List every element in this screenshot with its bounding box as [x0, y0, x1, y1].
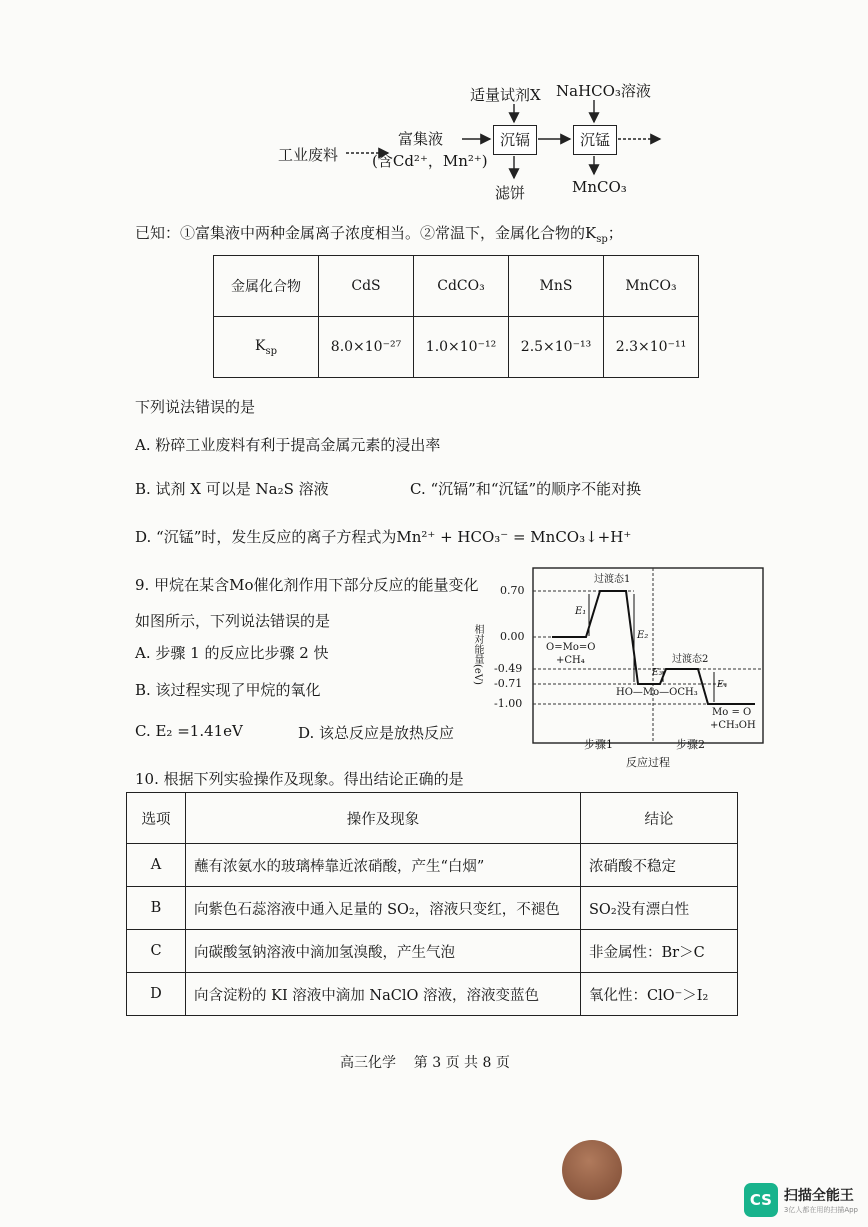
known-conditions: 已知：①富集液中两种金属离子浓度相当。②常温下，金属化合物的$K_{sp}$； [135, 224, 623, 245]
waste-label: 工业废料 [278, 146, 339, 164]
enriched-label: 富集液 [398, 130, 444, 148]
mn-precipitation-box: 沉锰 [573, 125, 617, 155]
species-intermediate: HO—Mo—OCH₃ [616, 687, 698, 698]
flow-arrows [0, 0, 868, 210]
reagent-x-label: 适量试剂X [470, 86, 541, 104]
ksp-header-cell: CdCO₃ [414, 256, 509, 317]
q8-option-a: A. 粉碎工业废料有利于提高金属元素的浸出率 [135, 436, 441, 454]
mnco3-label: MnCO₃ [572, 178, 627, 196]
e1-label: E₁ [575, 606, 587, 617]
nahco3-label: NaHCO₃溶液 [556, 82, 651, 100]
ksp-header-cell: CdS [319, 256, 414, 317]
exp-operation: 向含淀粉的 KI 溶液中滴加 NaClO 溶液，溶液变蓝色 [186, 973, 581, 1016]
exp-option: D [127, 973, 186, 1016]
energy-tick-049: -0.49 [494, 662, 523, 675]
filter-cake-label: 滤饼 [495, 184, 526, 202]
q8-option-c: C. “沉镉”和“沉锰”的顺序不能对换 [410, 480, 642, 498]
ksp-value-cell: 2.3×10⁻¹¹ [604, 317, 699, 378]
ksp-header-cell: MnS [509, 256, 604, 317]
exp-row-d [127, 973, 738, 1016]
ksp-value-cell: 8.0×10⁻²⁷ [319, 317, 414, 378]
exp-header-row [127, 793, 738, 844]
watermark-text [784, 1185, 858, 1215]
exp-operation: 向紫色石蕊溶液中通入足量的 SO₂，溶液只变红，不褪色 [186, 887, 581, 930]
q9-option-a: A. 步骤 1 的反应比步骤 2 快 [135, 644, 329, 662]
e3-label: E₃ [652, 668, 663, 678]
step2-label: 步骤2 [676, 738, 705, 751]
exp-option: B [127, 887, 186, 930]
cd-precipitation-box: 沉镉 [493, 125, 537, 155]
experiment-table [126, 792, 738, 1016]
q9-option-d: D. 该总反应是放热反应 [298, 724, 455, 742]
thumb-photo [562, 1140, 622, 1200]
watermark-subtitle: 3亿人都在用的扫描App [783, 1206, 858, 1214]
flow-diagram [0, 0, 868, 210]
ksp-table [213, 255, 699, 378]
species-product: Mo = O [712, 707, 752, 718]
step1-label: 步骤1 [584, 738, 613, 751]
ts1-label: 过渡态1 [594, 574, 631, 585]
exp-conclusion: 非金属性：Br＞C [581, 930, 738, 973]
ksp-value-cell: 1.0×10⁻¹² [414, 317, 509, 378]
e2-label: E₂ [637, 630, 649, 641]
q9-stem-line2: 如图所示，下列说法错误的是 [135, 612, 331, 630]
page-footer: 高三化学 第 3 页 共 8 页 [340, 1055, 510, 1071]
ksp-header-cell: 金属化合物 [214, 256, 319, 317]
exp-header-cell: 结论 [581, 793, 738, 844]
exp-conclusion: 浓硝酸不稳定 [581, 844, 738, 887]
watermark-title: 扫描全能王 [783, 1188, 854, 1204]
q10-stem: 10. 根据下列实验操作及现象。得出结论正确的是 [135, 770, 464, 788]
enriched-note: (含Cd²⁺，Mn²⁺) [372, 152, 488, 170]
species-reactant: O=Mo=O [546, 642, 596, 653]
exp-option: A [127, 844, 186, 887]
energy-ylabel: 相对能量(eV) [472, 624, 483, 685]
exp-operation: 蘸有浓氨水的玻璃棒靠近浓硝酸，产生“白烟” [186, 844, 581, 887]
q9-stem-line1: 9. 甲烷在某含Mo催化剂作用下部分反应的能量变化 [135, 576, 479, 594]
exp-operation: 向碳酸氢钠溶液中滴加氢溴酸，产生气泡 [186, 930, 581, 973]
energy-tick-071: -0.71 [494, 677, 523, 690]
q9-option-c: C. E₂ =1.41eV [135, 722, 243, 740]
q8-option-b: B. 试剂 X 可以是 Na₂S 溶液 [135, 480, 329, 498]
ksp-header-cell: MnCO₃ [604, 256, 699, 317]
exp-conclusion: SO₂没有漂白性 [581, 887, 738, 930]
ksp-row-label: $K_{sp}$ [214, 317, 319, 378]
energy-tick-070: 0.70 [500, 584, 525, 597]
species-product-b: +CH₃OH [710, 720, 756, 731]
ksp-header-row [214, 256, 699, 317]
energy-diagram [472, 564, 768, 774]
exp-header-cell: 选项 [127, 793, 186, 844]
exp-option: C [127, 930, 186, 973]
exp-conclusion: 氧化性：ClO⁻＞I₂ [581, 973, 738, 1016]
q9-option-b: B. 该过程实现了甲烷的氧化 [135, 681, 321, 699]
exp-row-a [127, 844, 738, 887]
species-reactant-b: +CH₄ [556, 655, 585, 666]
exp-row-c [127, 930, 738, 973]
ts2-label: 过渡态2 [672, 654, 709, 665]
scanner-watermark [744, 1183, 858, 1217]
camscanner-logo-icon: CS [744, 1183, 778, 1217]
q8-option-d: D. “沉锰”时，发生反应的离子方程式为Mn²⁺ + HCO₃⁻ = MnCO₃↓+H⁺ [135, 528, 632, 546]
e4-label: E₄ [717, 680, 728, 690]
ksp-value-cell: 2.5×10⁻¹³ [509, 317, 604, 378]
ksp-value-row [214, 317, 699, 378]
energy-tick-000: 0.00 [500, 630, 525, 643]
energy-tick-100: -1.00 [494, 697, 523, 710]
energy-xlabel: 反应过程 [626, 756, 670, 769]
exp-row-b [127, 887, 738, 930]
q8-stem: 下列说法错误的是 [135, 398, 256, 416]
exp-header-cell: 操作及现象 [186, 793, 581, 844]
